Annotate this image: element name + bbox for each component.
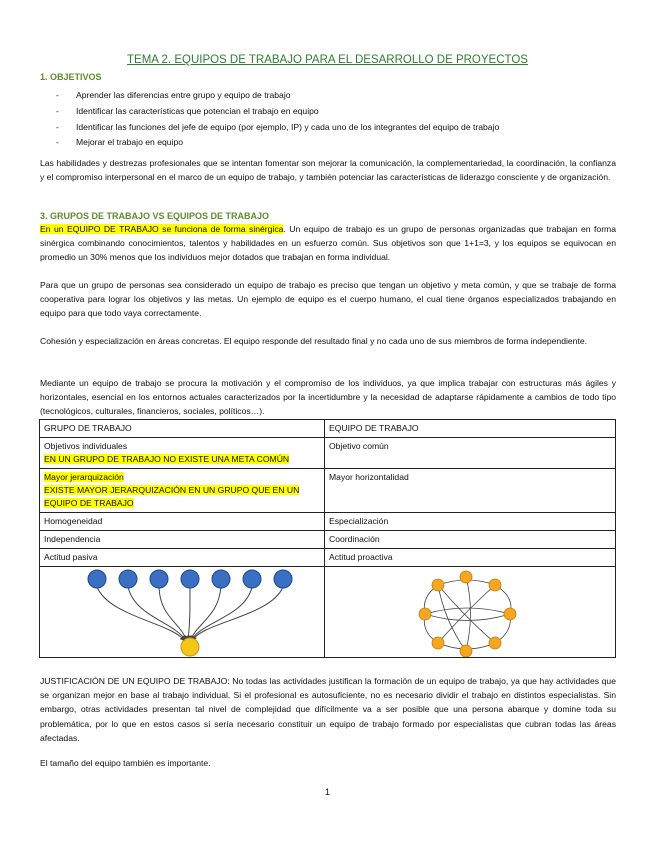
member-node-icon: [419, 608, 431, 620]
list-item: - Mejorar el trabajo en equipo: [56, 135, 499, 151]
paragraph-objetivo-comun: Para que un grupo de personas sea considerado un equipo de trabajo es preciso que tengan un objetivo y meta común, y que se trabaje de forma cooperativa para lograr los objetivos y las metas. Un ejemplo de equipo es el cuerpo humano, el cual tiene órganos especializados trabajando en equipo para que todo vaya correctamente.: [40, 280, 616, 319]
page-number: 1: [324, 787, 330, 797]
paragraph-motivacion: Mediante un equipo de trabajo se procura la motivación y el compromiso de los individuos, ya que implica trabajar con estructuras más ágiles y horizontales, esencial en los entornos actuales caracterizados por la incertidumbre y la necesidad de adaptarse rápidamente a cambios de todo tipo (tecnológicos, culturales, financieros, sociales, políticos…).: [40, 378, 616, 417]
table-cell: [40, 567, 325, 658]
member-node-icon: [489, 579, 501, 591]
highlighted-text: Mayor jerarquización: [44, 472, 124, 482]
table-cell: [40, 438, 325, 469]
person-node-icon: [274, 570, 292, 588]
network-diagram: [325, 567, 615, 657]
highlighted-text: EXISTE MAYOR JERARQUIZACIÓN EN UN GRUPO QUE EN UN EQUIPO DE TRABAJO: [44, 485, 300, 508]
person-node-icon: [150, 570, 168, 588]
table-row: [40, 438, 616, 469]
table-cell: Homogeneidad: [40, 513, 325, 531]
section-heading-objetivos: 1. OBJETIVOS: [40, 72, 102, 82]
table-header-grupo: GRUPO DE TRABAJO: [40, 420, 325, 438]
table-row: [40, 513, 616, 531]
table-row: [40, 549, 616, 567]
table-cell: Actitud proactiva: [325, 549, 616, 567]
paragraph-text: . Un equipo de trabajo es un grupo de personas organizadas que trabajan en forma sinérgica combinando conocimientos, talentos y habilidades en un esfuerzo común. Sus objetivos son que 1+1=3, y los equipos se equivocan en promedio un 30% menos que los individuos mejor dotados que trabajan en forma individual.: [40, 224, 616, 263]
hierarchy-diagram: [40, 567, 322, 657]
table-row: [40, 469, 616, 513]
table-cell: Mayor horizontalidad: [325, 469, 616, 513]
table-row: [40, 531, 616, 549]
table-row: [40, 420, 616, 438]
member-node-icon: [460, 571, 472, 583]
person-node-icon: [88, 570, 106, 588]
highlighted-text: EN UN GRUPO DE TRABAJO NO EXISTE UNA META COMÚN: [44, 454, 290, 464]
objectives-list: [56, 88, 499, 151]
person-node-icon: [119, 570, 137, 588]
member-node-icon: [460, 645, 472, 657]
table-cell: Especialización: [325, 513, 616, 531]
table-header-equipo: EQUIPO DE TRABAJO: [325, 420, 616, 438]
table-cell: Independencia: [40, 531, 325, 549]
paragraph-lead: JUSTIFICACIÓN DE UN EQUIPO DE TRABAJO:: [40, 676, 230, 686]
member-node-icon: [489, 637, 501, 649]
member-node-icon: [504, 608, 516, 620]
table-cell: [40, 469, 325, 513]
comparison-table: [39, 419, 616, 658]
paragraph-cohesion: Cohesión y especialización en áreas concretas. El equipo responde del resultado final y no cada uno de sus miembros de forma independiente.: [40, 336, 587, 346]
table-cell: [325, 567, 616, 658]
list-item: - Identificar las características que potencian el trabajo en equipo: [56, 104, 499, 120]
highlighted-text: En un EQUIPO DE TRABAJO se funciona de forma sinérgica: [40, 224, 284, 234]
person-node-icon: [181, 570, 199, 588]
paragraph-text: No todas las actividades justifican la formación de un equipo de trabajo, ya que hay actividades que se organizan mejor en base al trabajo individual. Si el profesional es autosuficiente, no es necesario dividir el trabajo en distintos especialistas. Sin embargo, otras actividades presentan tal nivel de complejidad que difícilmente va a ser posible que una persona abarque y domine toda su problemática, por lo que en estos casos sí sería necesario constituir un equipo de trabajo formado por especialistas que cubran todas las áreas afectadas.: [40, 676, 616, 743]
list-item: - Aprender las diferencias entre grupo y equipo de trabajo: [56, 88, 499, 104]
table-row: [40, 567, 616, 658]
paragraph-justificacion: [40, 674, 616, 745]
table-cell: Actitud pasiva: [40, 549, 325, 567]
member-node-icon: [432, 579, 444, 591]
table-cell: Coordinación: [325, 531, 616, 549]
paragraph-equipo-definicion: [40, 222, 616, 265]
table-cell: Objetivo común: [325, 438, 616, 469]
cell-text: Objetivos individuales: [44, 441, 128, 451]
list-item: - Identificar las funciones del jefe de equipo (por ejemplo, IP) y cada uno de los integrantes del equipo de trabajo: [56, 120, 499, 136]
member-node-icon: [432, 637, 444, 649]
page-title: TEMA 2. EQUIPOS DE TRABAJO PARA EL DESARROLLO DE PROYECTOS: [127, 54, 528, 66]
leader-node-icon: [181, 638, 199, 656]
paragraph-closing: El tamaño del equipo también es importante.: [40, 758, 211, 768]
section-heading-grupos-vs-equipos: 3. GRUPOS DE TRABAJO VS EQUIPOS DE TRABAJO: [40, 211, 270, 221]
person-node-icon: [212, 570, 230, 588]
objectives-paragraph: Las habilidades y destrezas profesionales que se intentan fomentar son mejorar la comunicación, la complementariedad, la coordinación, la confianza y el compromiso interpersonal en el marco de un equipo de trabajo, y también potenciar las características de liderazgo consciente y de organización.: [40, 158, 616, 183]
person-node-icon: [243, 570, 261, 588]
